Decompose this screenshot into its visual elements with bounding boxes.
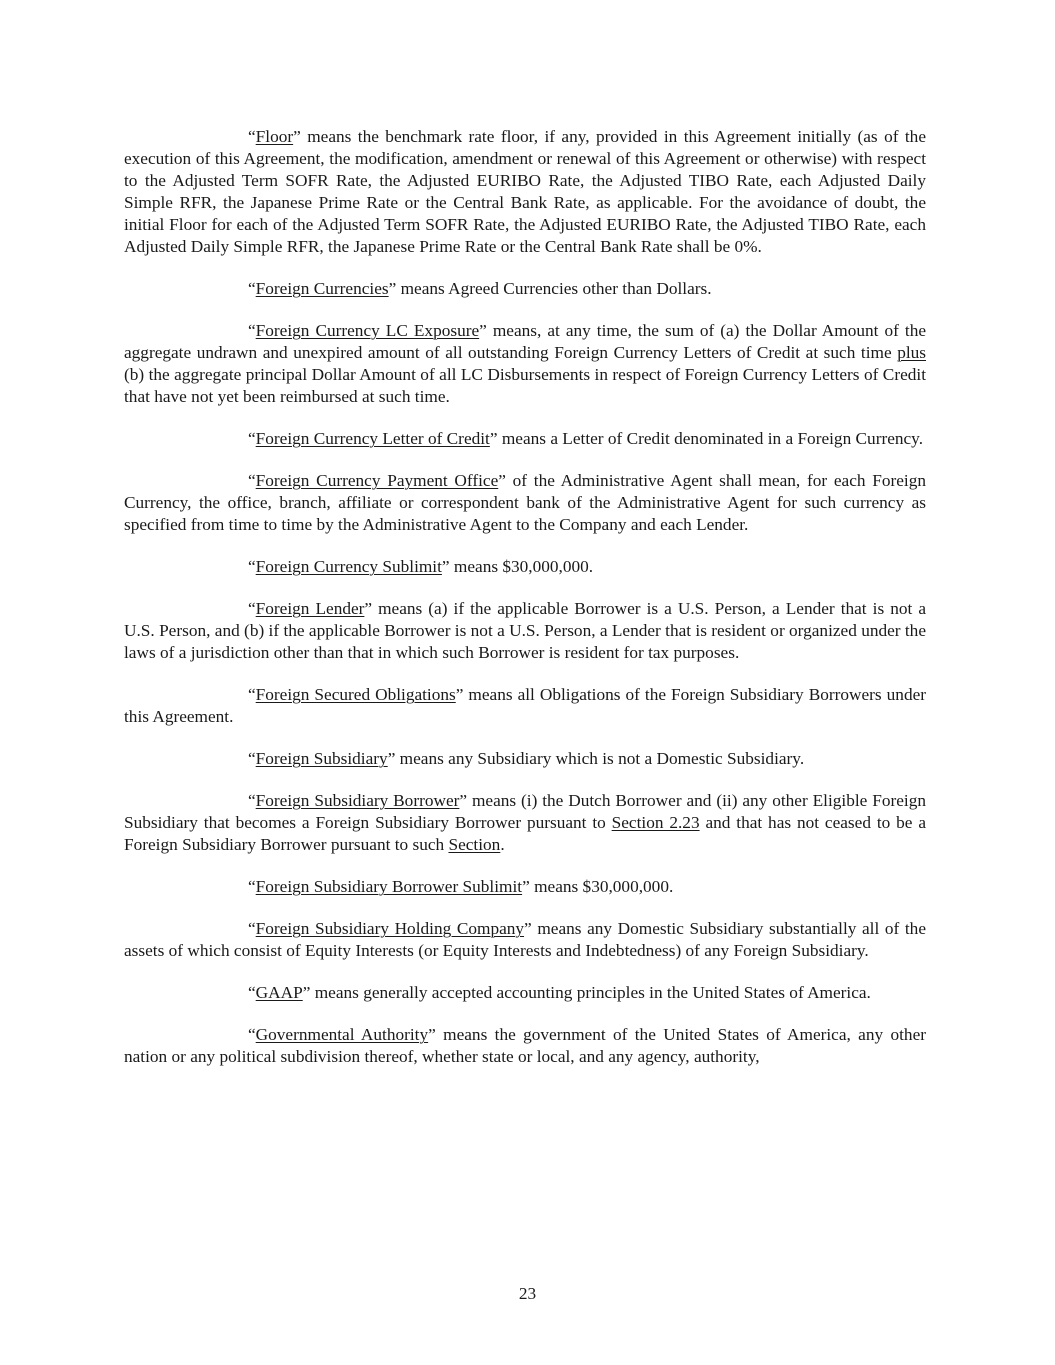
defined-term: Foreign Secured Obligations: [255, 685, 456, 704]
defined-term: Foreign Subsidiary Borrower Sublimit: [255, 877, 523, 896]
defined-term: Foreign Subsidiary Holding Company: [255, 919, 525, 938]
definition-foreign-secured-obligations: “Foreign Secured Obligations” means all Obligations of the Foreign Subsidiary Borrowers under this Agreement.: [124, 685, 927, 726]
emphasis-plus: plus: [897, 343, 926, 362]
definition-foreign-subsidiary-borrower: “Foreign Subsidiary Borrower” means (i) the Dutch Borrower and (ii) any other Eligible Foreign Subsidiary that becomes a Foreign Subsidiary Borrower pursuant to Section 2.23 and that has not ceased to be a Foreign Subsidiary Borrower pursuant to such Section.: [124, 791, 926, 854]
page-number: 23: [518, 1284, 537, 1303]
defined-term: Foreign Currency LC Exposure: [255, 321, 480, 340]
defined-term: Floor: [255, 127, 294, 146]
document-page: [124, 126, 926, 1088]
definition-floor: “Floor” means the benchmark rate floor, if any, provided in this Agreement initially (as of the execution of this Agreement, the modification, amendment or renewal of this Agreement or otherwise) with respect to the Adjusted Term SOFR Rate, the Adjusted EURIBO Rate, the Adjusted TIBO Rate, each Adjusted Daily Simple RFR, the Japanese Prime Rate or the Central Bank Rate, as applicable. For the avoidance of doubt, the initial Floor for each of the Adjusted Term SOFR Rate, the Adjusted EURIBO Rate, the Adjusted TIBO Rate, each Adjusted Daily Simple RFR, the Japanese Prime Rate or the Central Bank Rate shall be 0%.: [124, 127, 926, 256]
definition-foreign-currency-payment-office: “Foreign Currency Payment Office” of the Administrative Agent shall mean, for each Foreign Currency, the office, branch, affiliate or correspondent bank of the Administrative Agent for such currency as specified from time to time by the Administrative Agent to the Company and each Lender.: [124, 471, 926, 534]
defined-term: Foreign Lender: [255, 599, 365, 618]
defined-term: Foreign Currency Payment Office: [255, 471, 499, 490]
definition-governmental-authority: “Governmental Authority” means the government of the United States of America, any other nation or any political subdivision thereof, whether state or local, and any agency, authority,: [124, 1025, 926, 1066]
defined-term: Foreign Subsidiary Borrower: [255, 791, 460, 810]
definition-foreign-subsidiary-borrower-sublimit: “Foreign Subsidiary Borrower Sublimit” means $30,000,000.: [248, 877, 674, 896]
section-reference: Section: [448, 835, 501, 854]
defined-term: Governmental Authority: [255, 1025, 429, 1044]
defined-term: GAAP: [255, 983, 303, 1002]
defined-term: Foreign Subsidiary: [255, 749, 388, 768]
defined-term: Foreign Currencies: [255, 279, 389, 298]
section-reference: Section 2.23: [611, 813, 700, 832]
definition-gaap: “GAAP” means generally accepted accounting principles in the United States of America.: [248, 983, 871, 1002]
definition-foreign-currencies: “Foreign Currencies” means Agreed Currencies other than Dollars.: [248, 279, 712, 298]
definition-foreign-subsidiary: “Foreign Subsidiary” means any Subsidiary which is not a Domestic Subsidiary.: [248, 749, 805, 768]
defined-term: Foreign Currency Letter of Credit: [255, 429, 490, 448]
definition-foreign-currency-lc-exposure: “Foreign Currency LC Exposure” means, at any time, the sum of (a) the Dollar Amount of the aggregate undrawn and unexpired amount of all outstanding Foreign Currency Letters of Credit at such time plus (b) the aggregate principal Dollar Amount of all LC Disbursements in respect of Foreign Currency Letters of Credit that have not yet been reimbursed at such time.: [124, 321, 926, 406]
definition-foreign-currency-letter-of-credit: “Foreign Currency Letter of Credit” means a Letter of Credit denominated in a Foreign Currency.: [248, 429, 924, 448]
definition-foreign-lender: “Foreign Lender” means (a) if the applicable Borrower is a U.S. Person, a Lender that is not a U.S. Person, and (b) if the applicable Borrower is not a U.S. Person, a Lender that is resident or organized under the laws of a jurisdiction other than that in which such Borrower is resident for tax purposes.: [124, 599, 926, 662]
defined-term: Foreign Currency Sublimit: [255, 557, 442, 576]
definition-foreign-subsidiary-holding-company: “Foreign Subsidiary Holding Company” means any Domestic Subsidiary substantially all of the assets of which consist of Equity Interests (or Equity Interests and Indebtedness) of any Foreign Subsidiary.: [124, 919, 926, 960]
definition-foreign-currency-sublimit: “Foreign Currency Sublimit” means $30,000,000.: [248, 557, 594, 576]
